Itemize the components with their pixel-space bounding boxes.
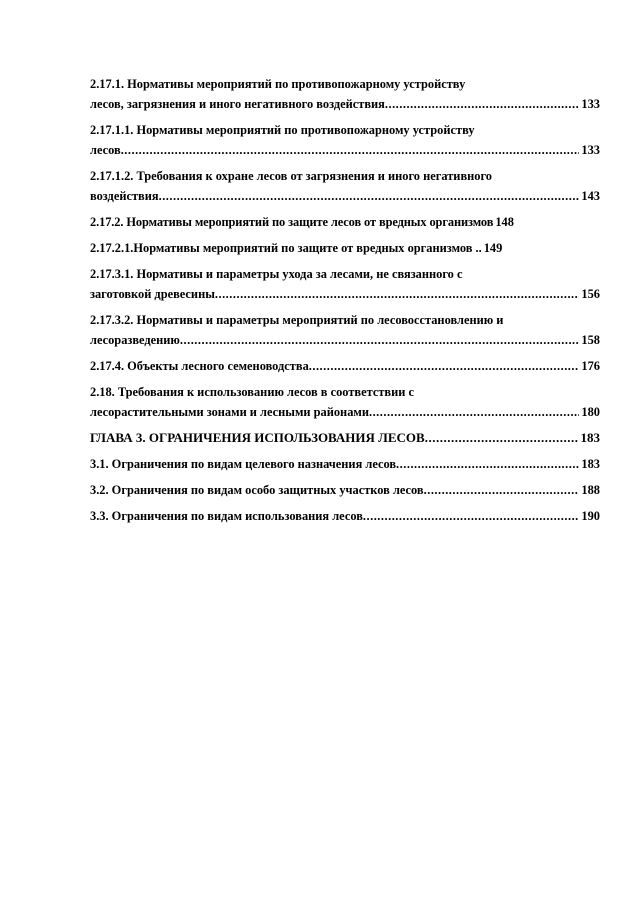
toc-page-number: 149 bbox=[483, 241, 503, 255]
toc-entry-2-17-2[interactable] bbox=[90, 212, 600, 232]
toc-entry-text: 3.3. Ограничения по видам использования лесов bbox=[90, 509, 363, 523]
dot-leader bbox=[363, 506, 580, 526]
toc-entry-text: 2.17.4. Объекты лесного семеноводства bbox=[90, 359, 309, 373]
toc-entry-3-1[interactable] bbox=[90, 454, 600, 474]
toc-page-number: 158 bbox=[581, 333, 600, 347]
table-of-contents bbox=[90, 74, 600, 532]
toc-entry-text: 2.17.3.2. Нормативы и параметры мероприятий по лесовосстановлению и bbox=[90, 313, 504, 327]
toc-entry-text: 3.1. Ограничения по видам целевого назначения лесов bbox=[90, 457, 397, 471]
toc-entry-text: 2.17.1. Нормативы мероприятий по противопожарному устройству bbox=[90, 77, 466, 91]
toc-entry-text: лесов, загрязнения и иного негативного воздействия bbox=[90, 97, 385, 111]
toc-entry-2-17-1[interactable] bbox=[90, 74, 600, 114]
toc-page-number: 133 bbox=[581, 143, 600, 157]
dot-leader bbox=[369, 402, 579, 422]
toc-page-number: 156 bbox=[581, 287, 600, 301]
toc-page-number: 190 bbox=[581, 509, 600, 523]
toc-page-number: 148 bbox=[495, 215, 514, 229]
toc-entry-2-17-1-2[interactable] bbox=[90, 166, 600, 206]
toc-entry-text: лесов bbox=[90, 143, 121, 157]
toc-entry-text: лесоразведению bbox=[90, 333, 180, 347]
toc-entry-text: 2.17.2.1.Нормативы мероприятий по защите от вредных организмов .. bbox=[90, 241, 482, 255]
toc-entry-2-17-3-2[interactable] bbox=[90, 310, 600, 350]
dot-leader bbox=[159, 186, 580, 206]
toc-entry-text: лесорастительными зонами и лесными районами bbox=[90, 405, 369, 419]
toc-page-number: 176 bbox=[581, 359, 600, 373]
toc-page-number: 133 bbox=[581, 97, 600, 111]
toc-entry-text: 2.17.1.1. Нормативы мероприятий по противопожарному устройству bbox=[90, 123, 475, 137]
dot-leader bbox=[180, 330, 580, 350]
toc-entry-text: 2.17.1.2. Требования к охране лесов от загрязнения и иного негативного bbox=[90, 169, 492, 183]
dot-leader bbox=[309, 356, 580, 376]
toc-entry-text: 2.17.2. Нормативы мероприятий по защите лесов от вредных организмов bbox=[90, 215, 494, 229]
toc-page-number: 188 bbox=[581, 483, 600, 497]
toc-entry-chapter-3[interactable] bbox=[90, 428, 600, 448]
toc-page-number: 183 bbox=[581, 457, 600, 471]
dot-leader bbox=[215, 284, 580, 304]
toc-entry-text: 2.18. Требования к использованию лесов в соответствии с bbox=[90, 385, 414, 399]
toc-entry-text: заготовкой древесины bbox=[90, 287, 215, 301]
toc-entry-text: ГЛАВА 3. ОГРАНИЧЕНИЯ ИСПОЛЬЗОВАНИЯ ЛЕСОВ bbox=[90, 430, 425, 445]
toc-entry-text: 2.17.3.1. Нормативы и параметры ухода за лесами, не связанного с bbox=[90, 267, 463, 281]
toc-entry-3-2[interactable] bbox=[90, 480, 600, 500]
toc-page-number: 143 bbox=[581, 189, 600, 203]
toc-entry-2-17-1-1[interactable] bbox=[90, 120, 600, 160]
toc-entry-3-3[interactable] bbox=[90, 506, 600, 526]
toc-entry-2-17-4[interactable] bbox=[90, 356, 600, 376]
toc-entry-2-17-3-1[interactable] bbox=[90, 264, 600, 304]
toc-page-number: 183 bbox=[580, 430, 600, 445]
dot-leader bbox=[121, 140, 580, 160]
dot-leader bbox=[385, 94, 580, 114]
dot-leader bbox=[396, 454, 579, 474]
dot-leader bbox=[425, 428, 579, 448]
toc-page-number: 180 bbox=[581, 405, 600, 419]
toc-entry-2-18[interactable] bbox=[90, 382, 600, 422]
toc-entry-2-17-2-1[interactable] bbox=[90, 238, 600, 258]
dot-leader bbox=[424, 480, 580, 500]
toc-entry-text: воздействия bbox=[90, 189, 159, 203]
toc-entry-text: 3.2. Ограничения по видам особо защитных участков лесов bbox=[90, 483, 424, 497]
